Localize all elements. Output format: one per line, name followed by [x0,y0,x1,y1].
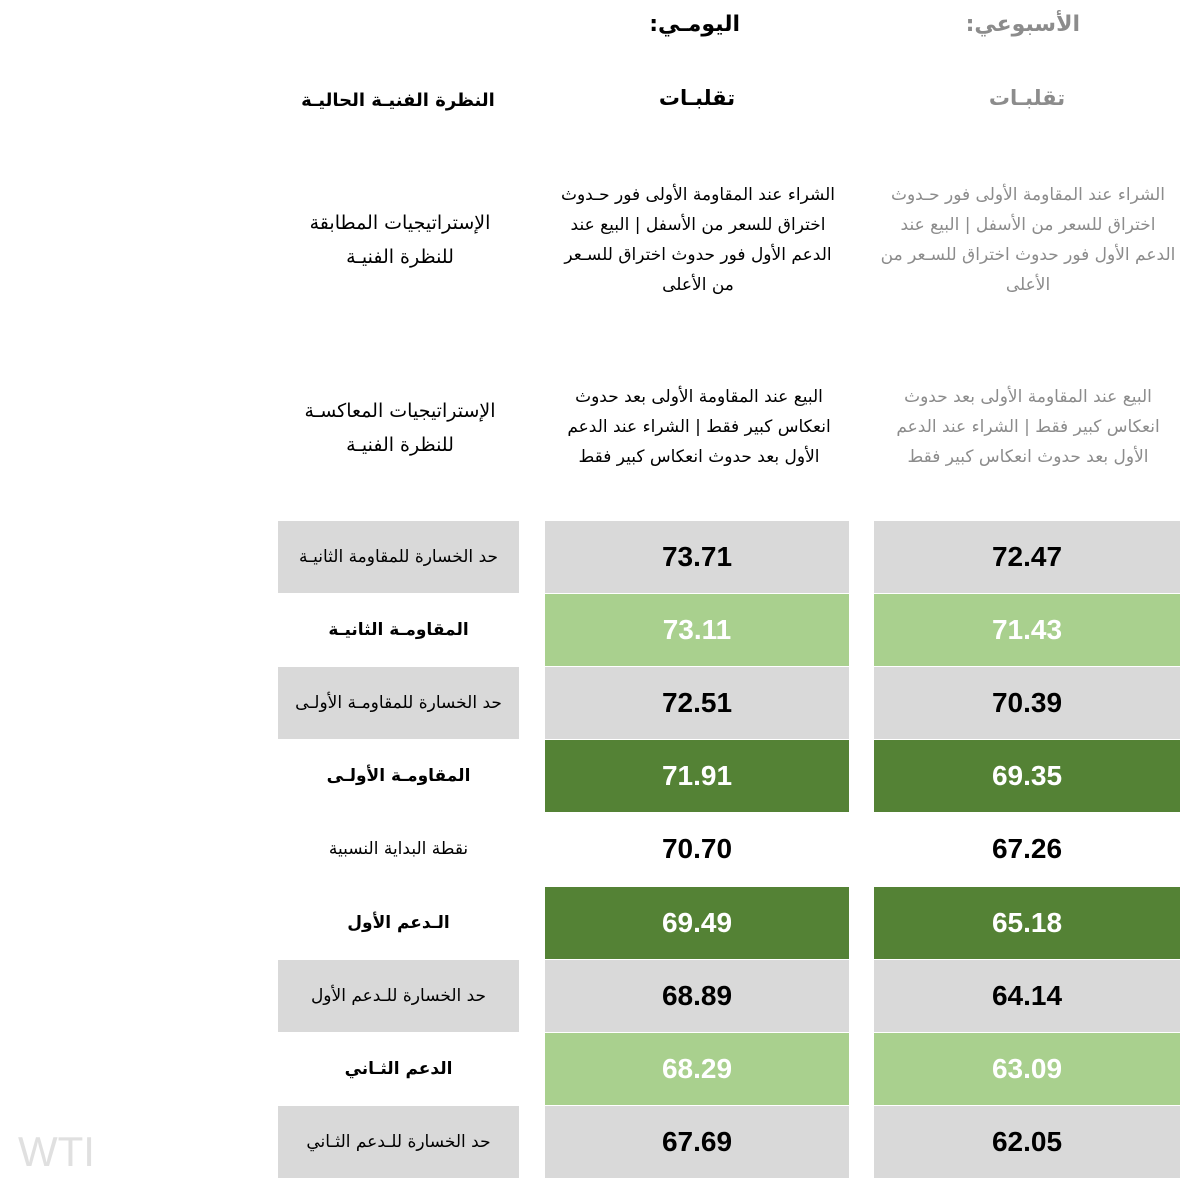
daily-level-value: 68.29 [545,1033,849,1105]
daily-level-value: 67.69 [545,1106,849,1178]
reverse-strategies-label: الإستراتيجيات المعاكسـة للنظرة الفنيـة [304,400,496,456]
weekly-level-value: 65.18 [874,887,1180,959]
weekly-level-value: 64.14 [874,960,1180,1032]
daily-level-value: 70.70 [661,833,733,864]
level-label: حد الخسارة للمقاومـة الأولـى [278,667,519,739]
level-label: حد الخسارة للمقاومة الثانيـة [278,521,519,593]
daily-matching-strategy: الشراء عند المقاومة الأولى فور حـدوث اختراق للسعر من الأسفل | البيع عند الدعم الأول فور حدوث اختراق للسـعر من الأعلى [560,185,836,295]
matching-strategies-label: الإستراتيجيات المطابقة للنظرة الفنيـة [309,212,491,268]
weekly-level-value: 70.39 [874,667,1180,739]
level-label: الـدعم الأول [347,913,450,933]
level-label: المقاومـة الثانيـة [328,620,469,640]
daily-header: اليومـي: [649,12,740,37]
daily-level-value: 73.71 [545,521,849,593]
daily-level-value: 69.49 [545,887,849,959]
weekly-header: الأسبوعي: [965,12,1080,37]
weekly-trend: تقلبـات [988,86,1066,110]
weekly-reverse-strategy: البيع عند المقاومة الأولى بعد حدوث انعكاس كبير فقط | الشراء عند الدعم الأول بعد حدوث انعكاس كبير فقط [896,387,1160,467]
daily-level-value: 73.11 [545,594,849,666]
wti-watermark: WTI [18,1128,95,1175]
daily-level-value: 72.51 [545,667,849,739]
level-label: حد الخسارة للـدعم الثـاني [278,1106,519,1178]
trend-label: النظرة الفنيـة الحاليـة [301,90,495,111]
weekly-matching-strategy: الشراء عند المقاومة الأولى فور حـدوث اختراق للسعر من الأسفل | البيع عند الدعم الأول فور حدوث اختراق للسـعر من الأعلى [880,185,1176,295]
daily-trend: تقلبـات [658,86,736,110]
level-label: المقاومـة الأولـى [326,766,471,786]
weekly-level-value: 69.35 [874,740,1180,812]
weekly-level-value: 67.26 [991,833,1063,864]
weekly-level-value: 62.05 [874,1106,1180,1178]
weekly-level-value: 72.47 [874,521,1180,593]
daily-level-value: 68.89 [545,960,849,1032]
level-label: نقطة البداية النسبية [328,839,469,859]
level-label: الدعم الثـاني [344,1059,453,1079]
level-label: حد الخسارة للـدعم الأول [278,960,519,1032]
daily-level-value: 71.91 [545,740,849,812]
weekly-level-value: 63.09 [874,1033,1180,1105]
weekly-level-value: 71.43 [874,594,1180,666]
daily-reverse-strategy: البيع عند المقاومة الأولى بعد حدوث انعكاس كبير فقط | الشراء عند الدعم الأول بعد حدوث انعكاس كبير فقط [567,387,831,467]
